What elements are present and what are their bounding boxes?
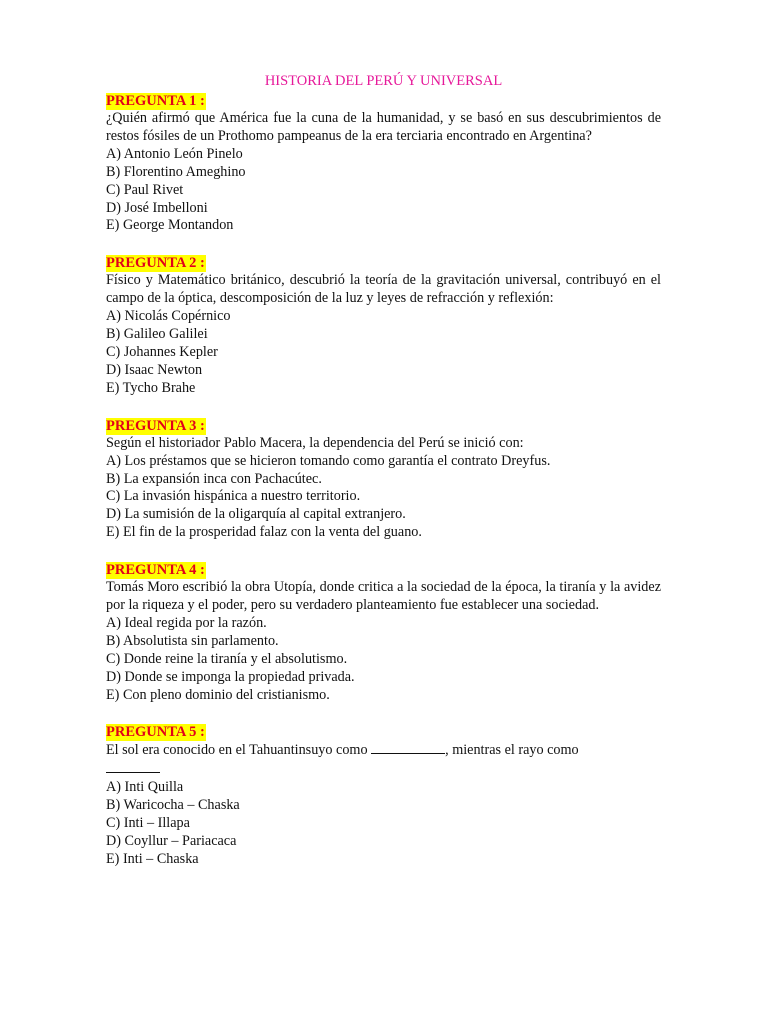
question-text-part-1: El sol era conocido en el Tahuantinsuyo como <box>106 742 368 759</box>
question-heading: PREGUNTA 2 : <box>106 255 205 272</box>
question-text-part-2: , mientras el rayo como <box>445 742 579 759</box>
option-e: E) Con pleno dominio del cristianismo. <box>106 686 330 703</box>
document-page <box>106 73 661 888</box>
option-b: B) Absolutista sin parlamento. <box>106 632 279 649</box>
answer-blank-2 <box>106 760 160 773</box>
question-2 <box>106 254 661 397</box>
option-c: C) Johannes Kepler <box>106 343 218 360</box>
question-text <box>106 741 661 779</box>
answer-blank-1 <box>371 741 445 754</box>
question-text: Según el historiador Pablo Macera, la dependencia del Perú se inició con: <box>106 434 524 451</box>
option-a: A) Nicolás Copérnico <box>106 308 231 325</box>
option-b: B) Waricocha – Chaska <box>106 797 240 814</box>
question-text: ¿Quién afirmó que América fue la cuna de la humanidad, y se basó en sus descubrimientos de restos fósiles de un Prothomo pampeanus de la era terciaria encontrado en Argentina? <box>106 110 661 144</box>
option-a: A) Antonio León Pinelo <box>106 145 243 162</box>
option-e: E) El fin de la prosperidad falaz con la venta del guano. <box>106 524 422 541</box>
option-list <box>106 615 661 705</box>
option-d: D) La sumisión de la oligarquía al capital extranjero. <box>106 506 406 523</box>
question-4 <box>106 561 661 704</box>
option-list <box>106 453 661 543</box>
option-d: D) Donde se imponga la propiedad privada. <box>106 668 355 685</box>
option-a: A) Inti Quilla <box>106 779 184 796</box>
question-text: Tomás Moro escribió la obra Utopía, donde critica a la sociedad de la época, la tiranía y la avidez por la riqueza y el poder, pero su verdadero planteamiento fue establecer una sociedad. <box>106 579 661 614</box>
document-title: HISTORIA DEL PERÚ Y UNIVERSAL <box>264 73 503 89</box>
question-3 <box>106 417 661 542</box>
option-list <box>106 308 661 398</box>
option-b: B) La expansión inca con Pachacútec. <box>106 470 322 487</box>
question-heading: PREGUNTA 3 : <box>106 417 205 434</box>
option-list <box>106 779 661 869</box>
question-heading: PREGUNTA 5 : <box>106 724 205 741</box>
question-1 <box>106 92 661 235</box>
option-e: E) George Montandon <box>106 217 234 234</box>
option-b: B) Florentino Ameghino <box>106 163 246 180</box>
option-c: C) Inti – Illapa <box>106 815 190 832</box>
question-heading: PREGUNTA 4 : <box>106 562 205 579</box>
option-e: E) Tycho Brahe <box>106 379 196 396</box>
option-c: C) Donde reine la tiranía y el absolutismo. <box>106 650 348 667</box>
option-c: C) Paul Rivet <box>106 181 184 198</box>
question-heading: PREGUNTA 1 : <box>106 93 205 109</box>
option-d: D) José Imbelloni <box>106 199 208 216</box>
question-5 <box>106 723 661 868</box>
option-c: C) La invasión hispánica a nuestro territorio. <box>106 488 361 505</box>
option-b: B) Galileo Galilei <box>106 326 208 343</box>
option-e: E) Inti – Chaska <box>106 850 199 867</box>
option-d: D) Coyllur – Pariacaca <box>106 833 237 849</box>
option-a: A) Ideal regida por la razón. <box>106 614 267 631</box>
option-list <box>106 146 661 236</box>
option-d: D) Isaac Newton <box>106 361 203 378</box>
option-a: A) Los préstamos que se hicieron tomando como garantía el contrato Dreyfus. <box>106 452 551 469</box>
question-text: Físico y Matemático británico, descubrió la teoría de la gravitación universal, contribuyó en el campo de la óptica, descomposición de la luz y leyes de refracción y reflexión: <box>106 272 661 307</box>
